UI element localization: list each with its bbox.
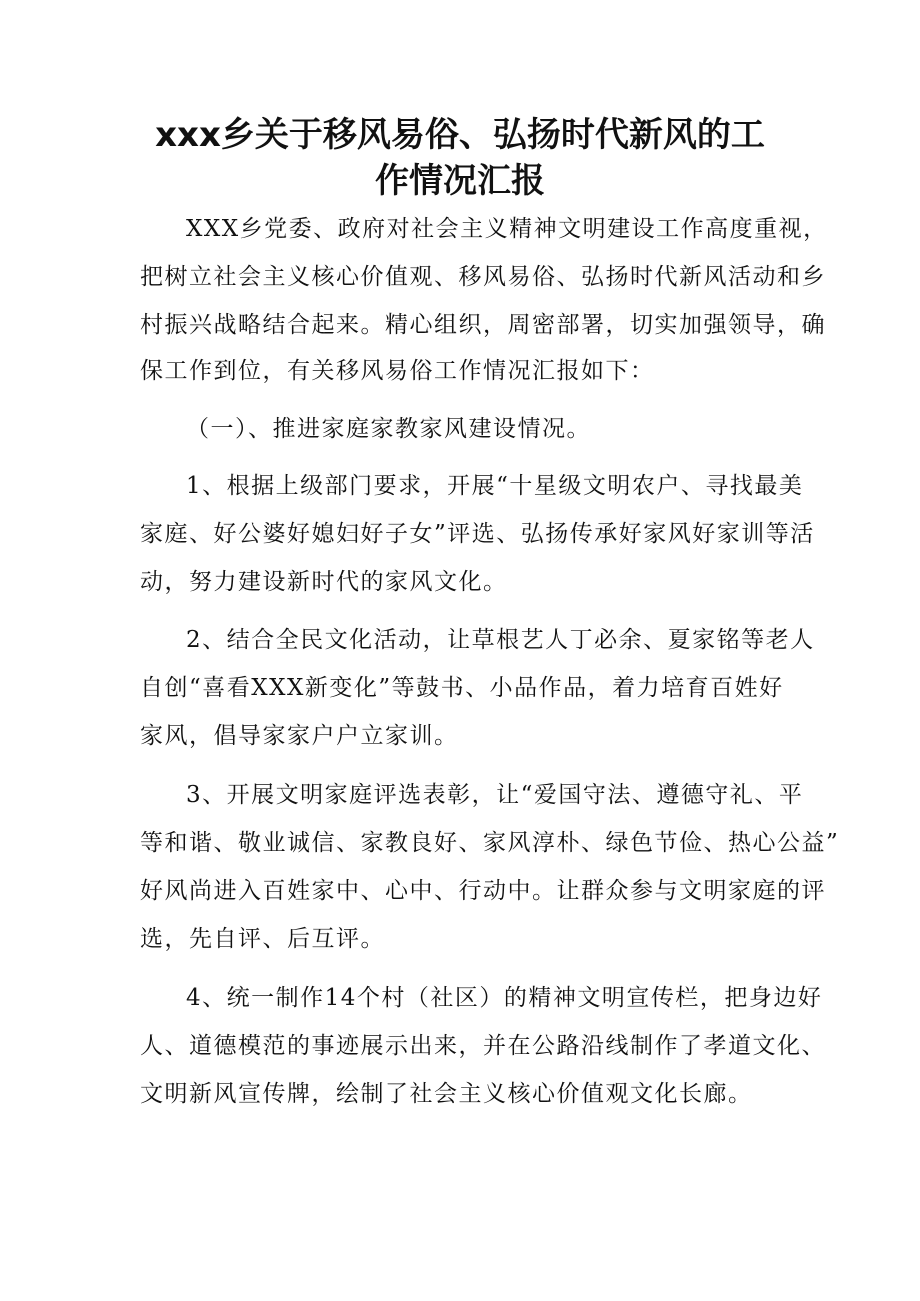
text-line: 家风，倡导家家户户立家训。 — [140, 723, 459, 749]
text-line: 文明新风宣传牌，绘制了社会主义核心价值观文化长廊。 — [140, 1081, 753, 1107]
text-line: 3、开展文明家庭评选表彰，让“爱国守法、遵德守礼、平 — [186, 782, 804, 808]
text-line: 村振兴战略结合起来。精心组织，周密部署，切实加强领导，确 — [140, 312, 826, 338]
text-line: 选，先自评、后互评。 — [140, 926, 385, 952]
text-line: 保工作到位，有关移风易俗工作情况汇报如下： — [140, 358, 655, 384]
text-line: 好风尚进入百姓家中、心中、行动中。让群众参与文明家庭的评 — [140, 878, 826, 904]
text-line: 2、结合全民文化活动，让草根艺人丁必余、夏家铭等老人 — [186, 627, 815, 653]
text-line: 人、道德模范的事迹展示出来，并在公路沿线制作了孝道文化、 — [140, 1033, 826, 1059]
text-line: 等和谐、敬业诚信、家教良好、家风淳朴、绿色节俭、热心公益” — [140, 830, 840, 856]
document-title-line-1: xxx乡关于移风易俗、弘扬时代新风的工 — [155, 115, 765, 155]
document-title-line-2: 作情况汇报 — [375, 161, 545, 201]
section-heading: （一）、推进家庭家教家风建设情况。 — [186, 416, 591, 442]
text-line: 4、统一制作14个村（社区）的精神文明宣传栏，把身边好 — [186, 985, 823, 1011]
text-line: XXX乡党委、政府对社会主义精神文明建设工作高度重视， — [186, 216, 828, 242]
text-line: 自创“喜看XXX新变化”等鼓书、小品作品，着力培育百姓好 — [140, 675, 784, 701]
text-line: 把树立社会主义核心价值观、移风易俗、弘扬时代新风活动和乡 — [140, 264, 826, 290]
text-line: 家庭、好公婆好媳妇好子女”评选、弘扬传承好家风好家训等活 — [140, 521, 815, 547]
text-line: 1、根据上级部门要求，开展“十星级文明农户、寻找最美 — [186, 473, 804, 499]
text-line: 动，努力建设新时代的家风文化。 — [140, 569, 508, 595]
